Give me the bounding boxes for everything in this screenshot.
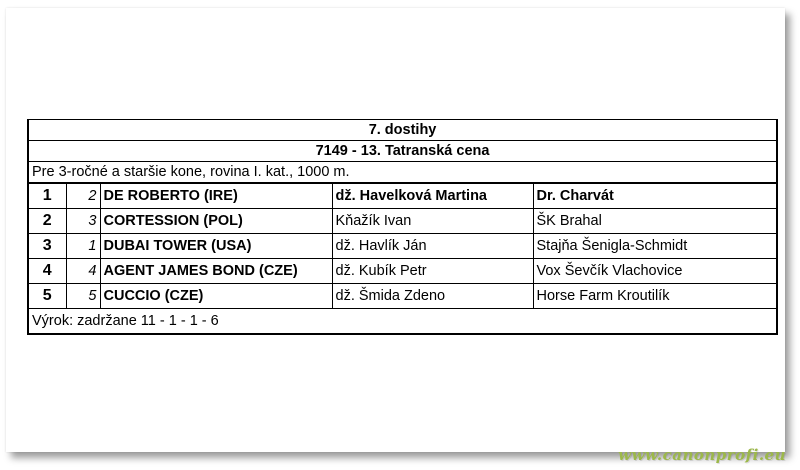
owner-name: Dr. Charvát [533,183,777,209]
owner-name: Horse Farm Kroutilík [533,284,777,309]
owner-name: Stajňa Šenigla-Schmidt [533,234,777,259]
finish-place: 1 [28,183,66,209]
finish-place: 2 [28,209,66,234]
table-row [28,209,777,234]
table-row [28,284,777,309]
table-row [28,183,777,209]
race-title: 7149 - 13. Tatranská cena [28,141,777,162]
jockey-name: dž. Havlík Ján [332,234,533,259]
owner-name: Vox Ševčík Vlachovice [533,259,777,284]
horse-name: DE ROBERTO (IRE) [100,183,332,209]
race-heading-row [28,120,777,141]
finish-place: 5 [28,284,66,309]
table-row [28,259,777,284]
jockey-name: dž. Kubík Petr [332,259,533,284]
horse-name: AGENT JAMES BOND (CZE) [100,259,332,284]
race-result: Výrok: zadržane 11 - 1 - 1 - 6 [28,309,777,335]
jockey-name: dž. Šmida Zdeno [332,284,533,309]
horse-name: CORTESSION (POL) [100,209,332,234]
start-number: 5 [66,284,100,309]
start-number: 2 [66,183,100,209]
horse-name: CUCCIO (CZE) [100,284,332,309]
finish-place: 4 [28,259,66,284]
watermark: www.canonprofi.eu [618,446,786,464]
start-number: 4 [66,259,100,284]
jockey-name: dž. Havelková Martina [332,183,533,209]
race-results-table [27,119,778,335]
race-title-row [28,141,777,162]
start-number: 1 [66,234,100,259]
table-row [28,234,777,259]
race-conditions: Pre 3-ročné a staršie kone, rovina I. kat., 1000 m. [28,162,777,184]
start-number: 3 [66,209,100,234]
race-heading: 7. dostihy [28,120,777,141]
finish-place: 3 [28,234,66,259]
race-conditions-row [28,162,777,184]
owner-name: ŠK Brahal [533,209,777,234]
jockey-name: Kňažík Ivan [332,209,533,234]
horse-name: DUBAI TOWER (USA) [100,234,332,259]
race-result-row [28,309,777,335]
